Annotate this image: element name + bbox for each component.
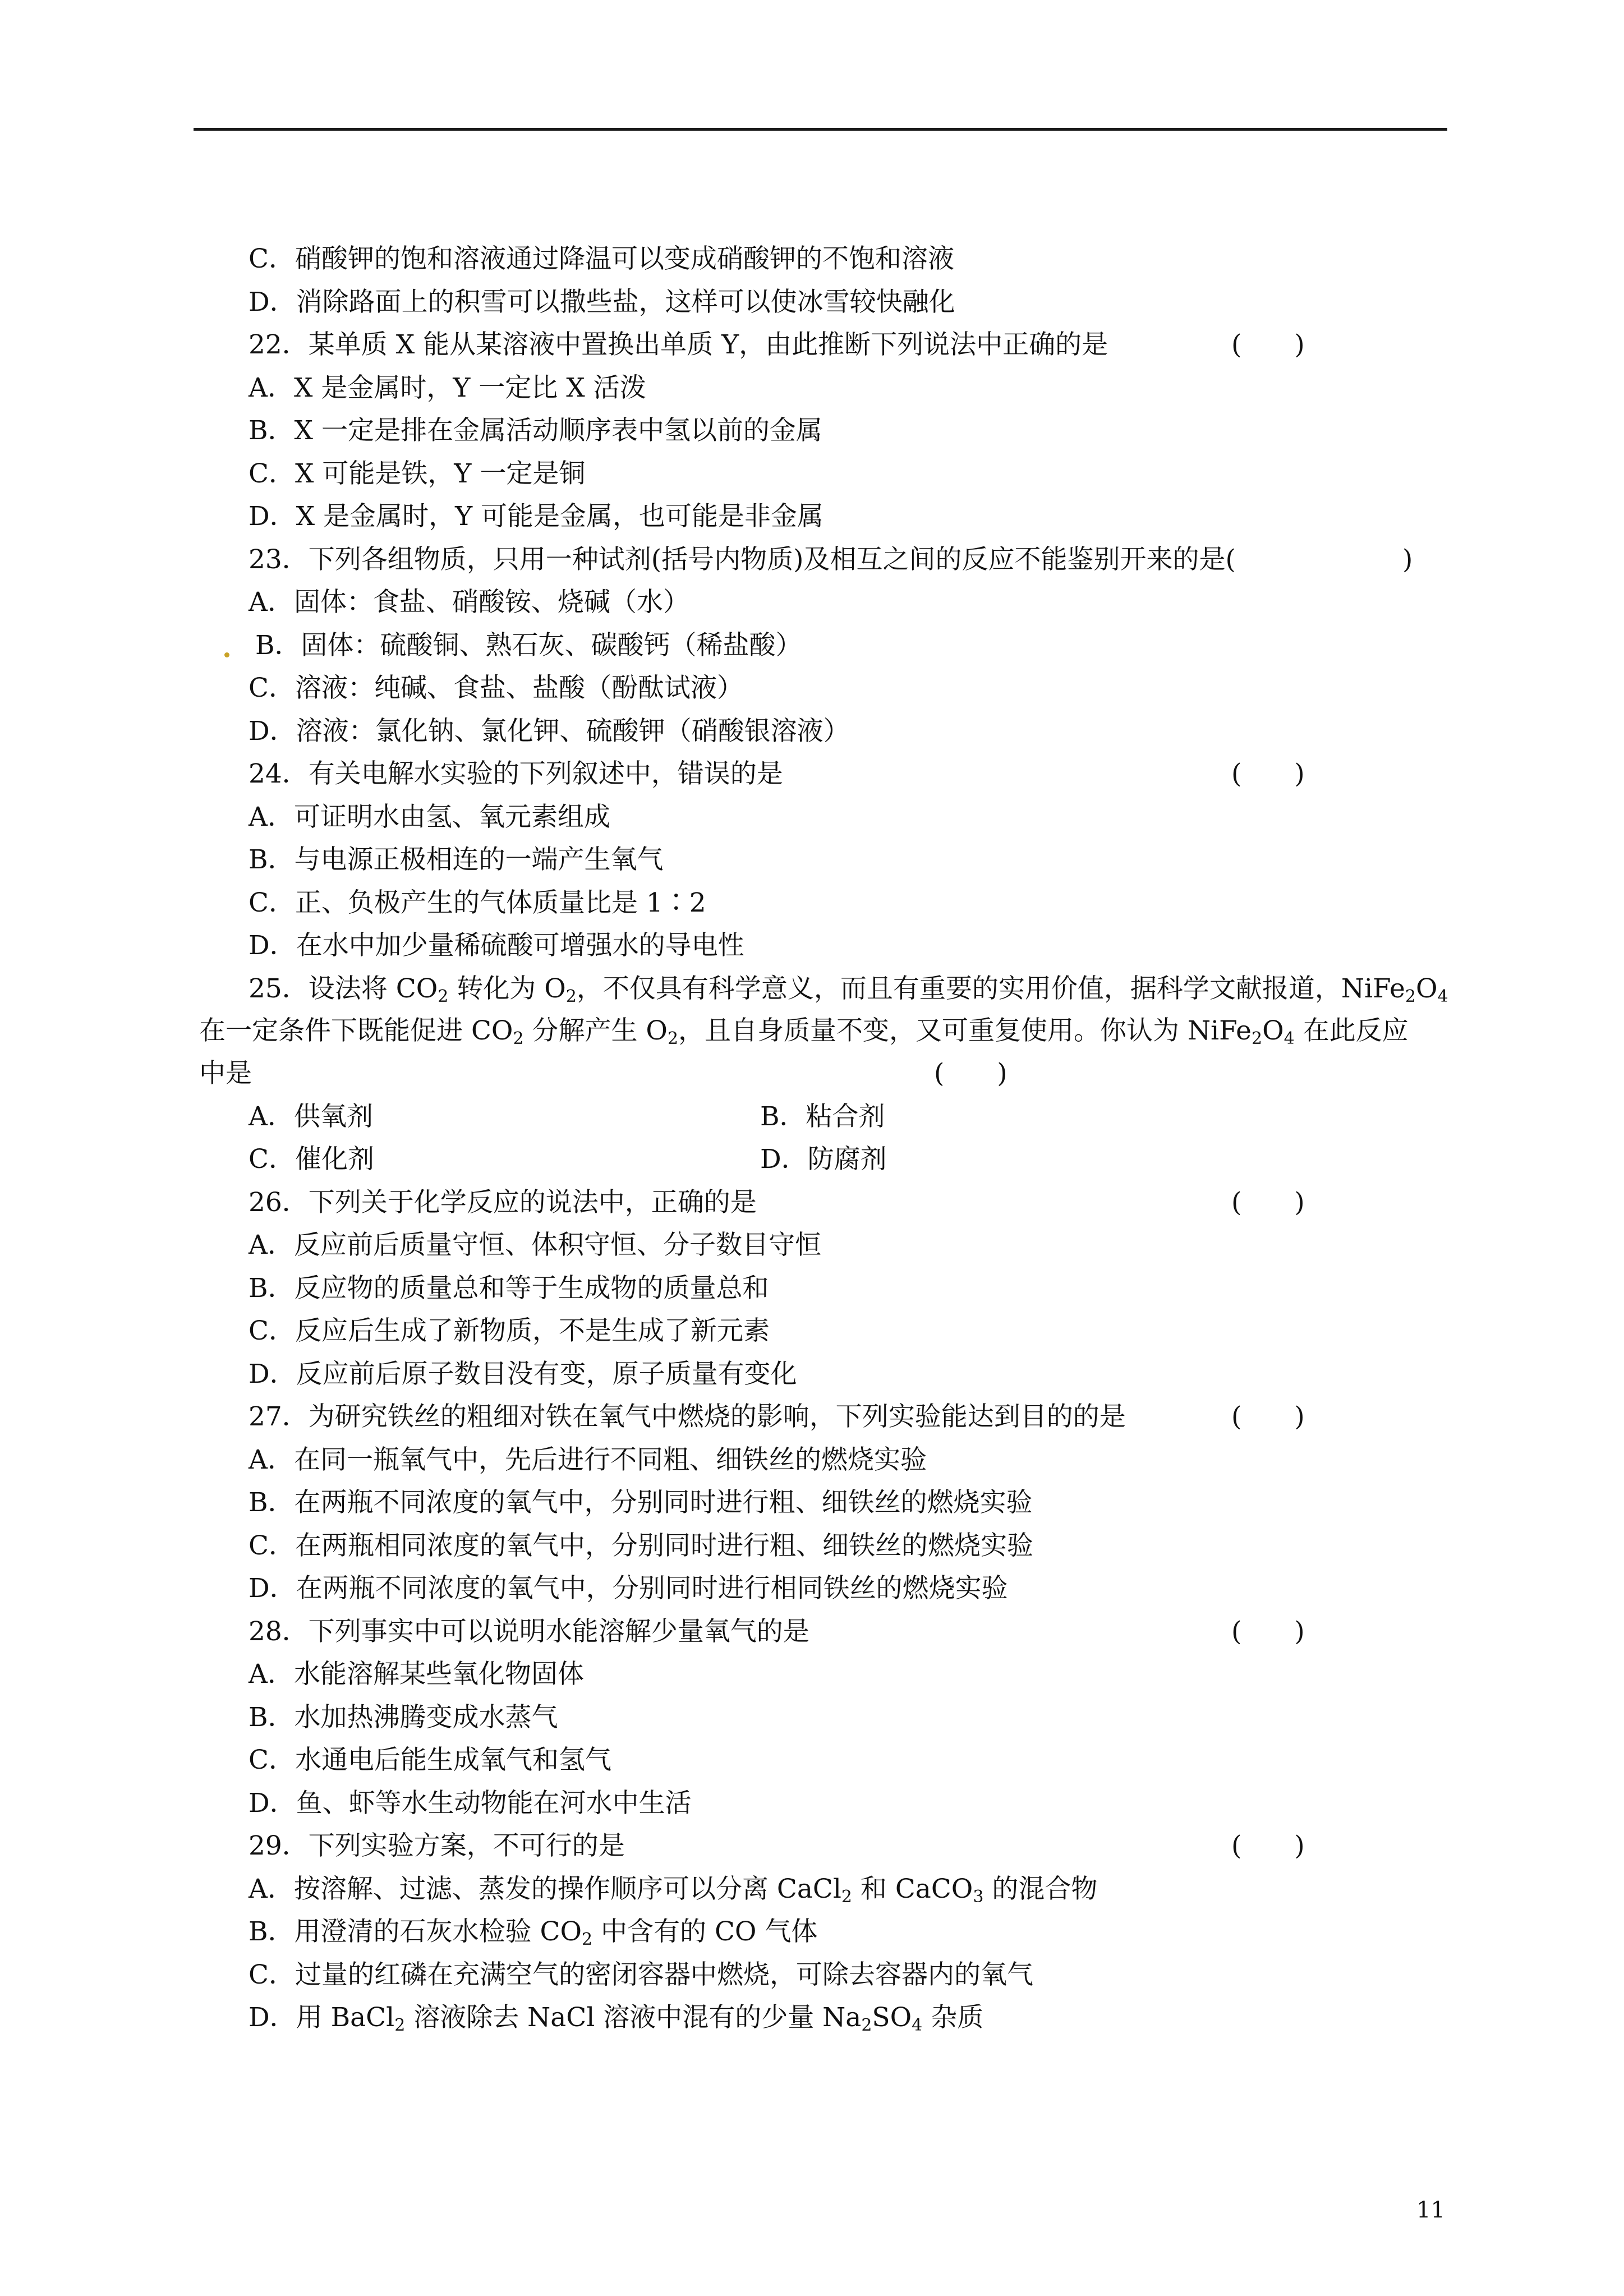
option-22d: D．X 是金属时，Y 可能是金属，也可能是非金属 <box>249 501 824 532</box>
option-28c: C．水通电后能生成氧气和氢气 <box>249 1745 611 1775</box>
option-29a: A．按溶解、过滤、蒸发的操作顺序可以分离 CaCl$_2$ 和 CaCO$_3$ 的混合物 <box>249 1874 1098 1907</box>
option-26a: A．反应前后质量守恒、体积守恒、分子数目守恒 <box>249 1230 821 1260</box>
question-22: 22．某单质 X 能从某溶液中置换出单质 Y，由此推断下列说法中正确的是 <box>249 329 1108 360</box>
option-24a: A．可证明水由氢、氧元素组成 <box>249 802 610 832</box>
option-27d: D．在两瓶不同浓度的氧气中，分别同时进行相同铁丝的燃烧实验 <box>249 1573 1008 1604</box>
answer-bracket-29: ( ) <box>1231 1830 1305 1861</box>
answer-bracket-28: ( ) <box>1231 1616 1305 1647</box>
answer-bracket-22: ( ) <box>1231 329 1305 360</box>
option-21c: C．硝酸钾的饱和溶液通过降温可以变成硝酸钾的不饱和溶液 <box>249 243 954 274</box>
answer-bracket-26: ( ) <box>1231 1187 1305 1218</box>
question-25-line1: 25．设法将 $CO_2$ 转化为 $O_2$，不仅具有科学意义，而且有重要的实用价值，据科学文献报道，$NiFe_2O_4$ <box>249 973 1448 1006</box>
option-25c: C．催化剂 <box>249 1144 374 1175</box>
question-29: 29．下列实验方案，不可行的是 <box>249 1830 625 1861</box>
question-24: 24．有关电解水实验的下列叙述中，错误的是 <box>249 758 783 789</box>
option-28d: D．鱼、虾等水生动物能在河水中生活 <box>249 1788 692 1819</box>
option-28a: A．水能溶解某些氧化物固体 <box>249 1659 584 1690</box>
answer-bracket-27: ( ) <box>1231 1401 1305 1432</box>
option-27c: C．在两瓶相同浓度的氧气中，分别同时进行粗、细铁丝的燃烧实验 <box>249 1530 1033 1561</box>
answer-bracket-23: ) <box>1402 544 1413 575</box>
stray-mark <box>224 652 229 657</box>
option-25a: A．供氧剂 <box>249 1101 373 1132</box>
option-24d: D．在水中加少量稀硫酸可增强水的导电性 <box>249 930 744 961</box>
option-29d: D．用 BaCl$_2$ 溶液除去 NaCl 溶液中混有的少量 $Na_2SO_4$ 杂质 <box>249 2002 984 2035</box>
answer-bracket-24: ( ) <box>1231 758 1305 789</box>
option-27b: B．在两瓶不同浓度的氧气中，分别同时进行粗、细铁丝的燃烧实验 <box>249 1487 1033 1518</box>
option-26c: C．反应后生成了新物质，不是生成了新元素 <box>249 1315 770 1346</box>
option-26b: B．反应物的质量总和等于生成物的质量总和 <box>249 1273 769 1304</box>
option-22b: B．X 一定是排在金属活动顺序表中氢以前的金属 <box>249 415 822 446</box>
option-23c: C．溶液：纯碱、食盐、盐酸（酚酞试液） <box>249 673 743 703</box>
header-rule <box>194 128 1447 131</box>
option-22c: C．X 可能是铁，Y 一定是铜 <box>249 458 586 489</box>
option-28b: B．水加热沸腾变成水蒸气 <box>249 1702 558 1733</box>
option-24b: B．与电源正极相连的一端产生氧气 <box>249 844 664 875</box>
page-number: 11 <box>1416 2197 1445 2223</box>
option-23a: A．固体：食盐、硝酸铵、烧碱（水） <box>249 587 689 618</box>
question-26: 26．下列关于化学反应的说法中，正确的是 <box>249 1187 757 1218</box>
option-21d: D．消除路面上的积雪可以撒些盐，这样可以使冰雪较快融化 <box>249 287 955 318</box>
option-23d: D．溶液：氯化钠、氯化钾、硫酸钾（硝酸银溶液） <box>249 716 850 747</box>
option-25d: D．防腐剂 <box>760 1144 887 1175</box>
answer-bracket-25: ( ) <box>934 1058 1007 1089</box>
question-23: 23．下列各组物质，只用一种试剂(括号内物质)及相互之间的反应不能鉴别开来的是( <box>249 544 1236 575</box>
option-22a: A．X 是金属时，Y 一定比 X 活泼 <box>249 372 646 403</box>
option-25b: B．粘合剂 <box>760 1101 885 1132</box>
option-29c: C．过量的红磷在充满空气的密闭容器中燃烧，可除去容器内的氧气 <box>249 1959 1033 1990</box>
option-27a: A．在同一瓶氧气中，先后进行不同粗、细铁丝的燃烧实验 <box>249 1444 927 1475</box>
question-27: 27．为研究铁丝的粗细对铁在氧气中燃烧的影响，下列实验能达到目的的是 <box>249 1401 1126 1432</box>
option-29b: B．用澄清的石灰水检验 $CO_2$ 中含有的 CO 气体 <box>249 1916 818 1949</box>
option-23b: B．固体：硫酸铜、熟石灰、碳酸钙（稀盐酸） <box>255 630 802 661</box>
question-25-line3: 中是 <box>199 1058 252 1089</box>
question-25-line2: 在一定条件下既能促进 $CO_2$ 分解产生 $O_2$，且自身质量不变，又可重复使用。你认为 $NiFe_2O_4$ 在此反应 <box>199 1015 1409 1048</box>
option-24c: C．正、负极产生的气体质量比是 1∶2 <box>249 887 706 918</box>
option-26d: D．反应前后原子数目没有变，原子质量有变化 <box>249 1359 797 1389</box>
question-28: 28．下列事实中可以说明水能溶解少量氧气的是 <box>249 1616 809 1647</box>
